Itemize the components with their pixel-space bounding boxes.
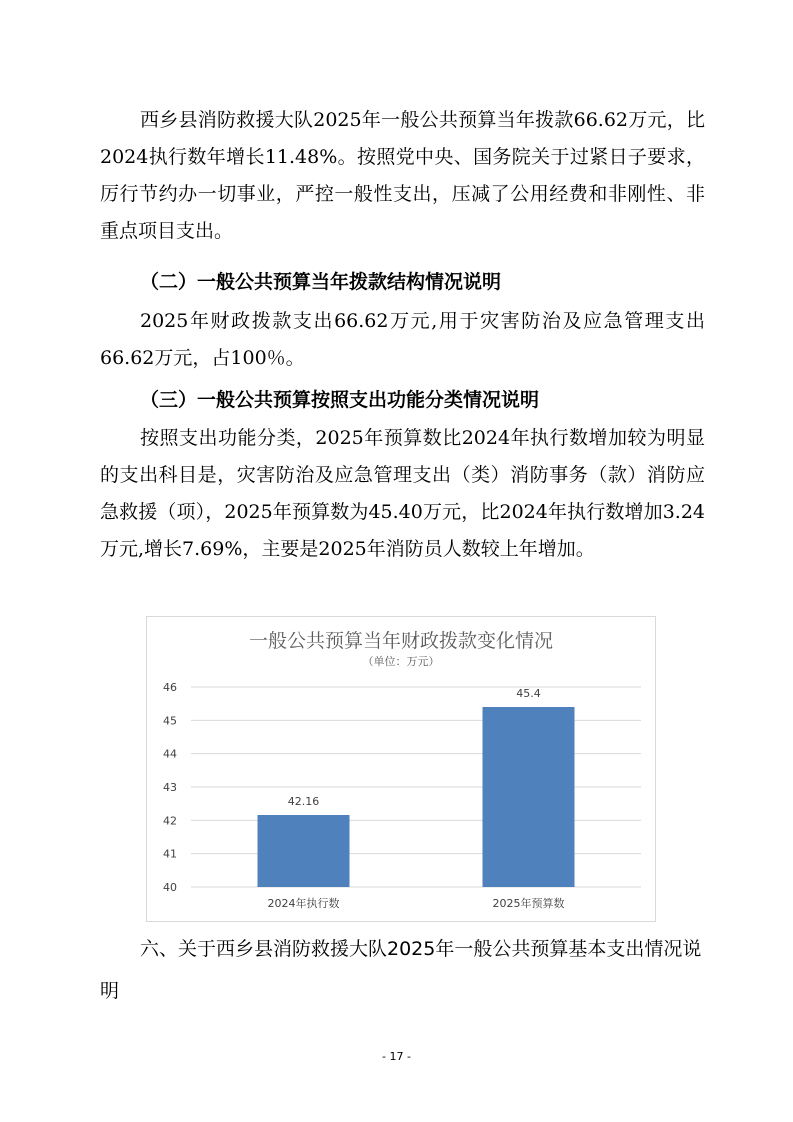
chart-title: 一般公共预算当年财政拨款变化情况 [248,630,554,652]
paragraph-allocation-structure: 2025年财政拨款支出66.62万元,用于灾害防治及应急管理支出66.62万元，占100％。 [100,310,705,369]
bar-2 [483,707,575,887]
chart-subtitle: （单位：万元） [362,655,440,668]
heading-function-classification: （三）一般公共预算按照支出功能分类情况说明 [140,389,540,411]
bar-value-label: 42.16 [287,795,320,808]
bar-chart-container [146,616,656,922]
y-tick-label: 41 [163,847,177,861]
page-number: - 17 - [382,1050,411,1063]
y-tick-label: 42 [163,814,177,828]
x-category-label: 2024年执行数 [267,897,340,910]
y-tick-label: 44 [163,747,177,761]
bar-chart [147,617,655,921]
paragraph-function-classification: 按照支出功能分类，2025年预算数比2024年执行数增加较为明显的支出科目是，灾害防治及应急管理支出（类）消防事务（款）消防应急救援（项），2025年预算数为45.40万元，比2024年执行数增加3.24万元,增长7.69%，主要是2025年消防员人数较上年增加。 [100,427,705,560]
y-tick-label: 45 [163,714,177,728]
heading-allocation-structure: （二）一般公共预算当年拨款结构情况说明 [140,271,502,293]
section-title-basic-expenditure: 六、关于西乡县消防救援大队2025年一般公共预算基本支出情况说明 [100,938,702,1002]
y-tick-label: 40 [163,881,177,894]
bar-value-label: 45.4 [516,687,541,700]
x-category-label: 2025年预算数 [492,897,565,910]
y-tick-label: 46 [163,681,177,694]
bar-1 [258,815,350,887]
paragraph-budget-overview: 西乡县消防救援大队2025年一般公共预算当年拨款66.62万元，比2024执行数年增长11.48%。按照党中央、国务院关于过紧日子要求，厉行节约办一切事业，严控一般性支出，压减了公用经费和非刚性、非重点项目支出。 [100,109,705,242]
y-tick-label: 43 [163,781,177,794]
